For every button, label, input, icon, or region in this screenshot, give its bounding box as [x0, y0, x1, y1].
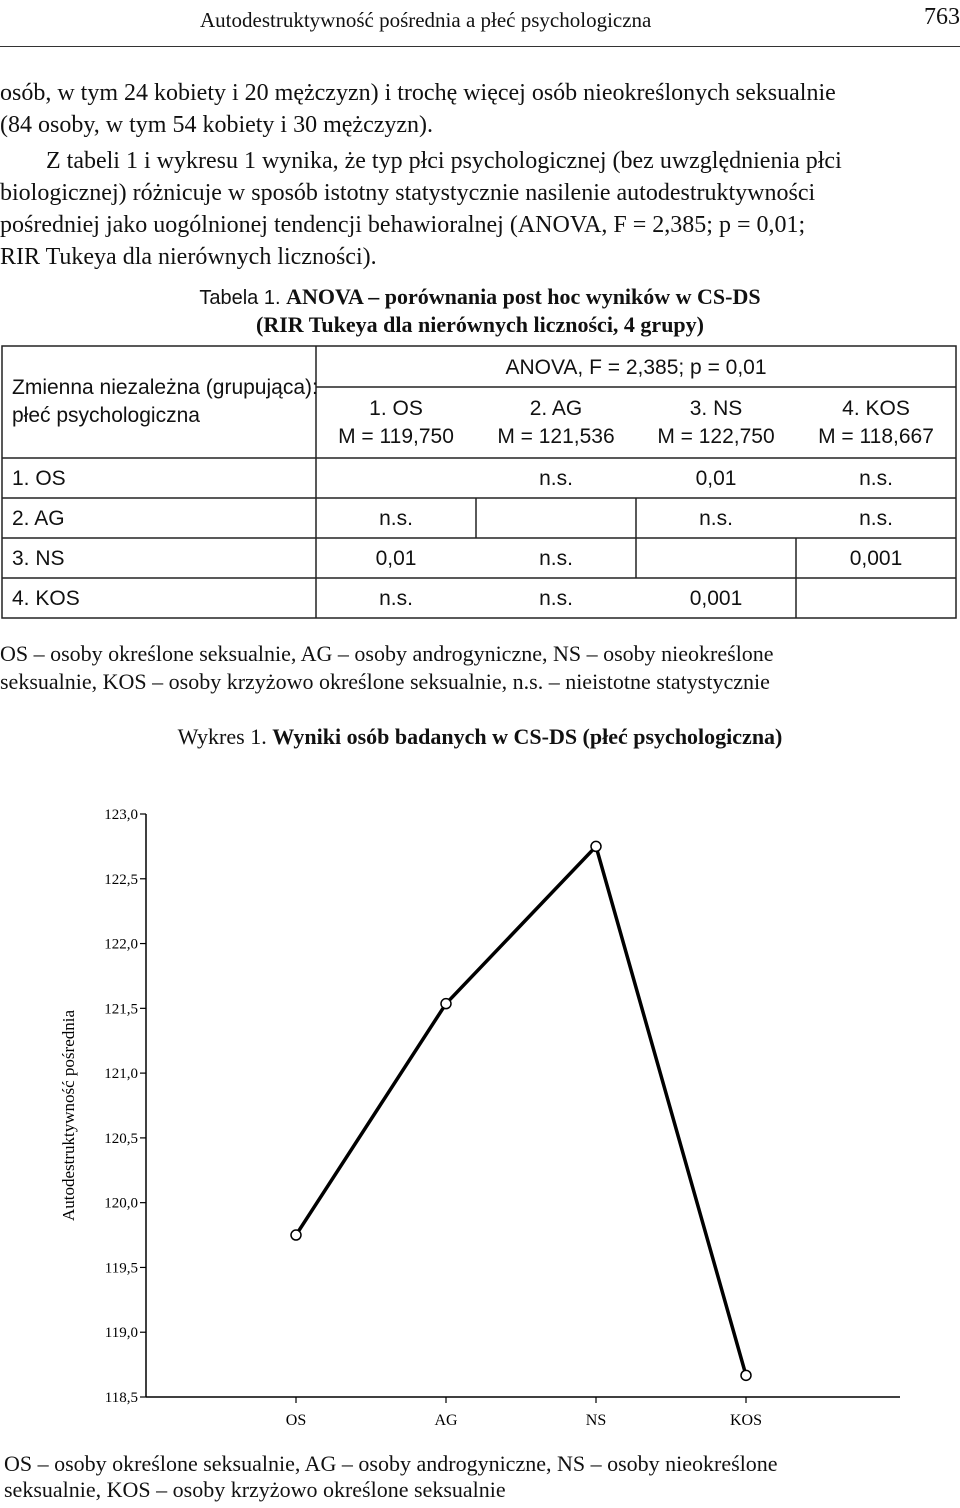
- row-header-line-1: Zmienna niezależna (grupująca):: [12, 376, 318, 399]
- table-caption-prefix: Tabela 1.: [199, 287, 287, 309]
- x-tick-label: OS: [285, 1412, 307, 1429]
- row-kos-label: 4. KOS: [12, 587, 80, 610]
- y-tick-label: 120,0: [104, 1195, 138, 1212]
- y-tick-label: 123,0: [104, 807, 138, 823]
- column-ns-name: 3. NS: [689, 397, 743, 420]
- y-tick-label: 121,5: [104, 1001, 138, 1018]
- column-ns-mean: M = 122,750: [657, 425, 775, 448]
- y-tick-label: 122,0: [104, 936, 138, 953]
- cell-ns-ag: n.s.: [539, 547, 573, 570]
- column-os-mean: M = 119,750: [338, 425, 454, 448]
- cell-ag-os: n.s.: [379, 507, 413, 530]
- cell-ns-kos: 0,001: [849, 547, 903, 570]
- data-point: [291, 1230, 301, 1240]
- figure-caption-title: Wyniki osób badanych w CS-DS (płeć psychologiczna): [272, 724, 783, 749]
- x-tick-label: AG: [434, 1412, 458, 1429]
- column-kos-mean: M = 118,667: [818, 425, 934, 448]
- paragraph-2-line-2: biologicznej) różnicuje w sposób istotny statystycznie nasilenie autodestruktywności: [0, 180, 816, 206]
- data-point: [441, 999, 451, 1009]
- cell-os-ns: 0,01: [695, 467, 737, 490]
- y-tick-label: 119,5: [104, 1260, 138, 1277]
- anova-header: ANOVA, F = 2,385; p = 0,01: [505, 356, 767, 379]
- running-title: Autodestruktywność pośrednia a płeć psychologiczna: [200, 8, 652, 32]
- paragraph-1-line-1: osób, w tym 24 kobiety i 20 mężczyzn) i trochę więcej osób nieokreślonych seksualnie: [0, 80, 836, 106]
- column-ag-name: 2. AG: [529, 397, 583, 420]
- table-legend-line-2: seksualnie, KOS – osoby krzyżowo określone seksualnie, n.s. – nieistotne statystycznie: [0, 669, 770, 694]
- cell-ns-os: 0,01: [375, 547, 417, 570]
- x-tick-label: KOS: [729, 1412, 763, 1429]
- figure-legend-line-1: OS – osoby określone seksualnie, AG – osoby androgyniczne, NS – osoby nieokreślone: [4, 1451, 778, 1476]
- paragraph-2-line-3: pośredniej jako uogólnionej tendencji behawioralnej (ANOVA, F = 2,385; p = 0,01;: [0, 212, 806, 238]
- paragraph-2-line-1: Z tabeli 1 i wykresu 1 wynika, że typ płci psychologicznej (bez uwzględnienia płci: [46, 148, 842, 174]
- figure-caption: [0, 724, 960, 750]
- data-point: [741, 1370, 751, 1380]
- figure-caption-prefix: Wykres 1.: [177, 724, 273, 749]
- cell-ag-ns: n.s.: [699, 507, 733, 530]
- column-kos-name: 4. KOS: [842, 397, 910, 420]
- table-legend-line-1: OS – osoby określone seksualnie, AG – osoby androgyniczne, NS – osoby nieokreślone: [0, 641, 774, 666]
- paragraph-1-line-2: (84 osoby, w tym 54 kobiety i 30 mężczyzn).: [0, 112, 434, 138]
- row-header-line-2: płeć psychologiczna: [12, 404, 200, 427]
- cell-os-ag: n.s.: [539, 467, 573, 490]
- y-tick-label: 119,0: [104, 1325, 138, 1342]
- row-ag-label: 2. AG: [12, 507, 65, 530]
- cell-os-kos: n.s.: [859, 467, 893, 490]
- y-tick-label: 121,0: [104, 1066, 138, 1083]
- data-point: [591, 841, 601, 851]
- x-tick-label: NS: [585, 1412, 607, 1429]
- y-axis-label: Autodestruktywność pośrednia: [59, 1009, 78, 1222]
- page-number: 763: [924, 4, 960, 30]
- column-os-name: 1. OS: [369, 397, 423, 420]
- cell-kos-ns: 0,001: [689, 587, 743, 610]
- table-caption-title-2: (RIR Tukeya dla nierównych liczności, 4 grupy): [256, 312, 704, 337]
- cell-kos-ag: n.s.: [539, 587, 573, 610]
- figure-legend-line-2: seksualnie, KOS – osoby krzyżowo określone seksualnie: [4, 1477, 506, 1502]
- cell-kos-os: n.s.: [379, 587, 413, 610]
- series-line: [296, 846, 746, 1375]
- y-tick-label: 118,5: [104, 1390, 138, 1406]
- y-tick-label: 122,5: [104, 871, 138, 888]
- paragraph-2-line-4: RIR Tukeya dla nierównych liczności).: [0, 244, 377, 270]
- row-ns-label: 3. NS: [12, 547, 65, 570]
- y-tick-label: 120,5: [104, 1130, 138, 1147]
- line-chart: [0, 780, 960, 1440]
- column-ag-mean: M = 121,536: [497, 425, 615, 448]
- row-os-label: 1. OS: [12, 467, 66, 490]
- table-caption-title-1: ANOVA – porównania post hoc wyników w CS-DS: [286, 284, 761, 309]
- cell-ag-kos: n.s.: [859, 507, 893, 530]
